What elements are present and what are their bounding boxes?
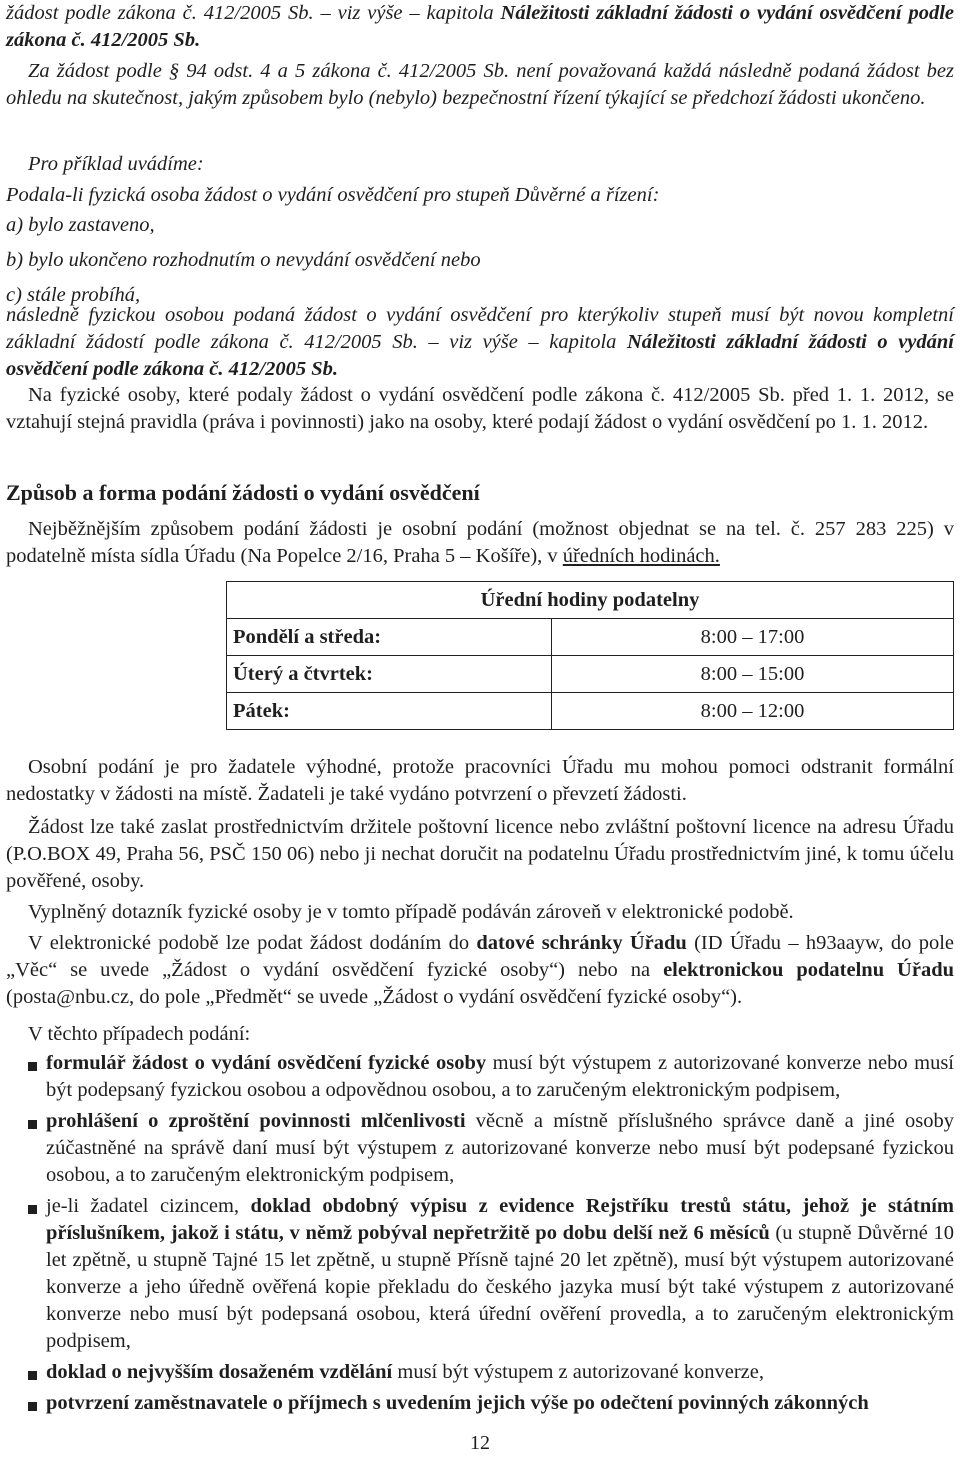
paragraph-electronic — [6, 930, 954, 1011]
paragraph-questionnaire-text: Vyplněný dotazník fyzické osoby je v tomto případě podáván zároveň v elektronické podobě. — [28, 901, 794, 923]
section-heading: Způsob a forma podání žádosti o vydání osvědčení — [6, 480, 480, 505]
example-item-c: c) stále probíhá, — [6, 284, 141, 306]
list-item — [6, 1359, 954, 1386]
time-cell: 8:00 – 15:00 — [552, 656, 954, 693]
item-title: doklad obdobný výpisu z evidence Rejstříku trestů státu, jehož je státním příslušníkem, jakož i státu, v němž pobýval nepřetržitě po dobu delší než 6 měsíců — [46, 1195, 954, 1244]
item-text: věcně a místně příslušného správce daně a jiné osoby zúčastněné na správě daní musí být výstupem z autorizované konverze nebo musí být podepsané fyzickou osobou, a to zaručeným elektronickým podpisem, — [46, 1110, 954, 1186]
paragraph-personal-text: Osobní podání je pro žadatele výhodné, protože pracovníci Úřadu mu mohou pomoci odstranit formální nedostatky v žádosti na místě. Žadateli je také vydáno potvrzení o převzetí žádosti. — [6, 756, 954, 805]
list-item — [6, 1390, 954, 1417]
example-block — [6, 151, 954, 178]
list-item — [6, 1050, 954, 1104]
bullet-square-icon — [28, 1205, 37, 1214]
paragraph-post — [6, 814, 954, 895]
continuation-text: žádost podle zákona č. 412/2005 Sb. – viz výše – kapitola — [6, 2, 501, 24]
time-cell: 8:00 – 12:00 — [552, 693, 954, 730]
table-row — [227, 656, 954, 693]
day-cell: Pátek: — [227, 693, 552, 730]
transition-text: Na fyzické osoby, které podaly žádost o vydání osvědčení podle zákona č. 412/2005 Sb. před 1. 1. 2012, se vztahují stejná pravidla (práva i povinnosti) jako na osoby, které podají žádost o vydání osvědčení po 1. 1. 2012. — [6, 384, 954, 433]
example-lead: Podala-li fyzická osoba žádost o vydání osvědčení pro stupeň Důvěrné a řízení: — [6, 184, 660, 206]
data-box-label: datové schránky Úřadu — [476, 932, 687, 954]
list-item — [6, 1108, 954, 1189]
section-text: Nejběžnějším způsobem podání žádosti je osobní podání (možnost objednat se na tel. č. 257 283 225) v podatelně místa sídla Úřadu (Na Popelce 2/16, Praha 5 – Košíře), v — [6, 518, 954, 567]
bullet-square-icon — [28, 1371, 37, 1380]
bullet-square-icon — [28, 1402, 37, 1411]
requirements-list — [6, 1050, 954, 1417]
example-item-a: a) bylo zastaveno, — [6, 214, 155, 236]
office-hours-table — [226, 581, 954, 730]
item-text: musí být výstupem z autorizované konverze nebo musí být podepsaný fyzickou osobou a odpovědnou osobou, a to zaručeným elektronickým podpisem, — [46, 1052, 954, 1101]
electronic-text-c: (ID Úřadu – h93aayw, do pole „Věc“ se uvede „Žádost o vydání osvědčení fyzické osoby“) nebo na — [6, 932, 954, 981]
example-list — [6, 212, 954, 309]
list-item — [6, 1193, 954, 1355]
paragraph-cases-text: V těchto případech podání: — [28, 1023, 251, 1045]
continuation-paragraph — [6, 0, 954, 54]
item-title: potvrzení zaměstnavatele o příjmech s uvedením jejich výše po odečtení povinných zákonných — [46, 1392, 869, 1414]
item-title: prohlášení o zproštění povinnosti mlčenlivosti — [46, 1110, 466, 1132]
office-hours-link[interactable]: úředních hodinách. — [562, 545, 720, 567]
item-text: (u stupně Důvěrné 10 let zpětně, u stupně Tajné 15 let zpětně, u stupně Přísně tajné 20 let zpětně), musí být výstupem autorizované konverze a jeho úředně ověřená kopie překladu do českého jazyka musí být také výstupem z autorizované konverze nebo musí být podepsaná osobou, která úřední ověření provedla, a to zaručeným elektronickým podpisem, — [46, 1222, 954, 1352]
chapter-reference: Náležitosti základní žádosti o vydání osvědčení podle zákona č. 412/2005 Sb. — [6, 2, 954, 51]
example-conclusion — [6, 302, 954, 383]
item-title: formulář žádost o vydání osvědčení fyzické osoby — [46, 1052, 487, 1074]
transition-paragraph — [6, 382, 954, 436]
office-hours-title: Úřední hodiny podatelny — [227, 582, 954, 619]
paragraph-94 — [6, 58, 954, 112]
day-cell: Pondělí a středa: — [227, 619, 552, 656]
bullet-square-icon — [28, 1120, 37, 1129]
example-item-b: b) bylo ukončeno rozhodnutím o nevydání osvědčení nebo — [6, 249, 481, 271]
section-paragraph — [6, 516, 954, 570]
electronic-text-a: V elektronické podobě lze podat žádost dodáním do — [28, 932, 477, 954]
example-lead-block — [6, 182, 954, 209]
paragraph-personal — [6, 754, 954, 808]
conclusion-text: následně fyzickou osobou podaná žádost o vydání osvědčení pro kterýkoliv stupeň musí být novou kompletní základní žádostí podle zákona č. 412/2005 Sb. – viz výše – kapitola — [6, 304, 954, 353]
time-cell: 8:00 – 17:00 — [552, 619, 954, 656]
item-prefix: je-li žadatel cizincem, — [46, 1195, 251, 1217]
page-number: 12 — [470, 1432, 490, 1454]
day-cell: Úterý a čtvrtek: — [227, 656, 552, 693]
e-filing-label: elektronickou podatelnu Úřadu — [663, 959, 954, 981]
item-title: doklad o nejvyšším dosaženém vzdělání — [46, 1361, 393, 1383]
electronic-text-e: (posta@nbu.cz, do pole „Předmět“ se uvede „Žádost o vydání osvědčení fyzické osoby“). — [6, 986, 743, 1008]
table-row — [227, 619, 954, 656]
table-row — [227, 693, 954, 730]
bullet-square-icon — [28, 1062, 37, 1071]
paragraph-post-text: Žádost lze také zaslat prostřednictvím držitele poštovní licence nebo zvláštní poštovní licence na adresu Úřadu (P.O.BOX 49, Praha 56, PSČ 150 06) nebo ji nechat doručit na podatelnu Úřadu prostřednictvím jiné, k tomu účelu pověřené, osoby. — [6, 816, 954, 892]
example-intro: Pro příklad uvádíme: — [28, 153, 204, 175]
paragraph-94-text: Za žádost podle § 94 odst. 4 a 5 zákona č. 412/2005 Sb. není považovaná každá následně podaná žádost bez ohledu na skutečnost, jakým způsobem bylo (nebylo) bezpečnostní řízení týkající se předchozí žádosti ukončeno. — [6, 60, 954, 109]
paragraph-questionnaire — [6, 899, 954, 926]
item-text: musí být výstupem z autorizované konverze, — [392, 1361, 764, 1383]
conclusion-reference: Náležitosti základní žádosti o vydání osvědčení podle zákona č. 412/2005 Sb. — [6, 331, 955, 380]
paragraph-cases — [6, 1021, 954, 1048]
